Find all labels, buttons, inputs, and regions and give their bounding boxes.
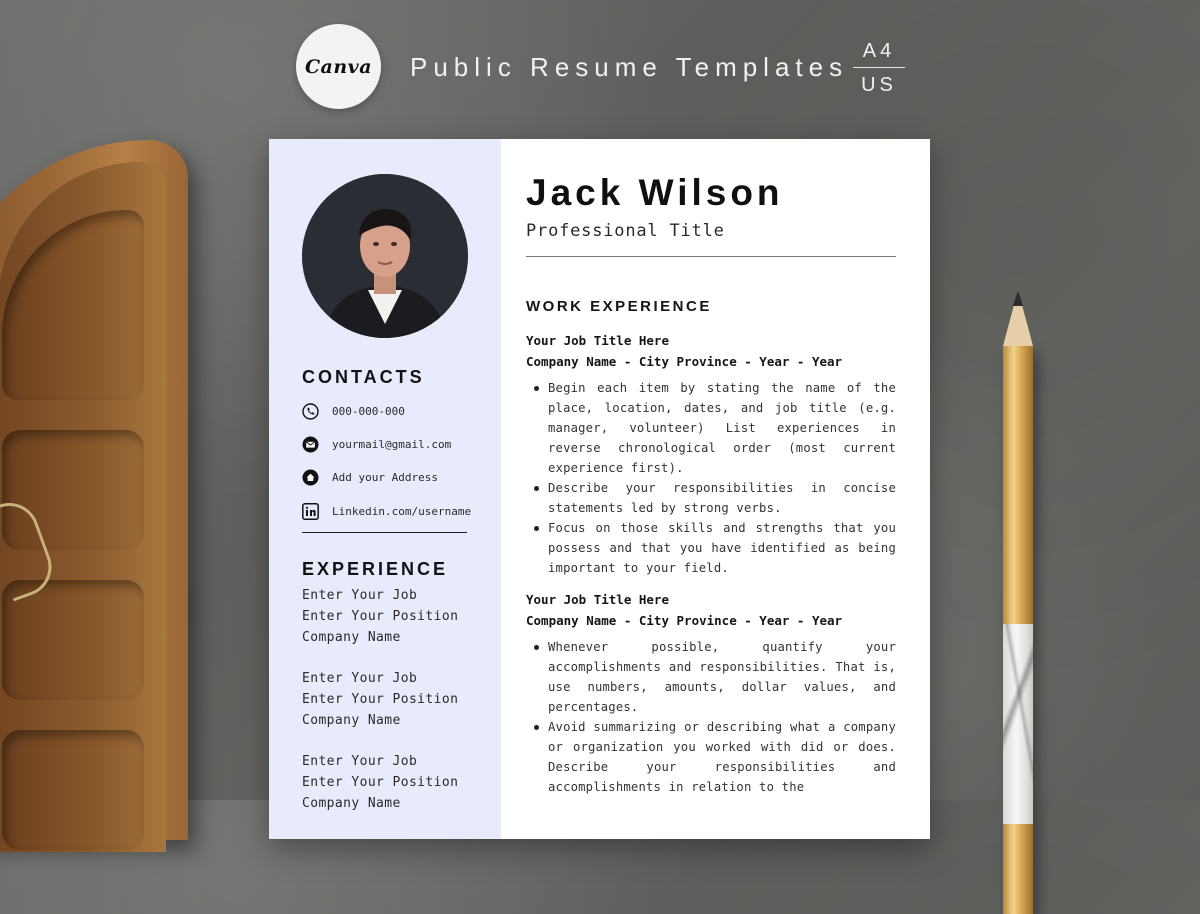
job-bullet — [526, 378, 896, 478]
home-icon — [302, 469, 319, 486]
title-divider — [526, 256, 896, 257]
sidebar-exp-job: Enter Your Job — [302, 588, 418, 603]
sidebar-experience-item — [302, 668, 458, 731]
profile-photo-illustration — [302, 174, 468, 338]
contact-phone-text: 000-000-000 — [332, 404, 405, 418]
tray-compartment — [2, 210, 144, 400]
phone-icon — [302, 403, 319, 420]
sidebar-experience-item — [302, 585, 458, 648]
work-experience-heading: WORK EXPERIENCE — [526, 298, 712, 315]
job-title: Your Job Title Here — [526, 592, 669, 607]
job-bullet — [526, 637, 896, 717]
sidebar-exp-job: Enter Your Job — [302, 754, 418, 769]
job-bullet-text: Avoid summarizing or describing what a company or organization you worked with did or does. Describe your responsibilities and accomplishments in relation to the — [548, 720, 896, 794]
sidebar-divider — [302, 532, 467, 533]
sidebar-exp-company: Company Name — [302, 796, 401, 811]
contact-email — [302, 435, 451, 453]
tray-compartment — [2, 730, 144, 850]
linkedin-icon — [302, 503, 319, 520]
contacts-heading: CONTACTS — [302, 367, 425, 387]
bullet-dot — [534, 486, 539, 491]
job-company-line: Company Name - City Province - Year - Year — [526, 613, 843, 628]
contact-email-text: yourmail@gmail.com — [332, 437, 452, 451]
sidebar-exp-job: Enter Your Job — [302, 671, 418, 686]
format-a4: A4 — [862, 40, 896, 62]
sidebar-experience-heading: EXPERIENCE — [302, 559, 449, 579]
job-entry — [526, 589, 896, 797]
job-bullet — [526, 478, 896, 518]
format-divider — [853, 67, 905, 68]
professional-title: Professional Title — [526, 221, 725, 241]
contact-address — [302, 468, 438, 486]
job-bullet-text: Describe your responsibilities in concise statements led by strong verbs. — [548, 481, 896, 515]
contact-linkedin-text: Linkedin.com/username — [332, 504, 472, 518]
canva-logo — [296, 24, 381, 109]
profile-photo — [302, 174, 468, 338]
email-icon — [302, 436, 319, 453]
job-title: Your Job Title Here — [526, 333, 669, 348]
job-bullet — [526, 518, 896, 578]
pencil-lead — [1013, 290, 1023, 306]
job-company-line: Company Name - City Province - Year - Year — [526, 354, 843, 369]
job-bullets — [526, 378, 896, 578]
cork-tray — [0, 140, 188, 840]
sidebar-exp-company: Company Name — [302, 630, 401, 645]
sidebar-exp-position: Enter Your Position — [302, 692, 459, 707]
sidebar-exp-company: Company Name — [302, 713, 401, 728]
contact-phone — [302, 402, 405, 420]
candidate-name: Jack Wilson — [526, 172, 784, 213]
contact-linkedin — [302, 502, 471, 520]
resume-sidebar — [269, 139, 501, 839]
job-bullet-text: Focus on those skills and strengths that you possess and that you have identified as being important to your field. — [548, 521, 896, 575]
job-bullet-text: Whenever possible, quantify your accomplishments and responsibilities. That is, use numbers, amounts, dollar values, and percentages. — [548, 640, 896, 714]
page-header-title: Public Resume Templates — [410, 52, 849, 82]
sidebar-experience-item — [302, 751, 458, 814]
job-entry — [526, 330, 896, 578]
job-bullet-text: Begin each item by stating the name of the place, location, dates, and job title (e.g. manager, volunteer) List experiences in reverse chronological order (most current experience first). — [548, 381, 896, 475]
job-bullets — [526, 637, 896, 797]
resume-main — [526, 139, 896, 839]
pencil — [1000, 290, 1036, 810]
format-us: US — [861, 74, 897, 96]
resume-sheet — [269, 139, 930, 839]
canva-logo-text: Canva — [304, 55, 373, 78]
sidebar-exp-position: Enter Your Position — [302, 775, 459, 790]
format-label — [853, 40, 905, 97]
bullet-dot — [534, 645, 539, 650]
job-bullet — [526, 717, 896, 797]
pencil-marble-section — [1003, 624, 1033, 824]
sidebar-exp-position: Enter Your Position — [302, 609, 459, 624]
bullet-dot — [534, 526, 539, 531]
contact-address-text: Add your Address — [332, 470, 438, 484]
bullet-dot — [534, 725, 539, 730]
bullet-dot — [534, 386, 539, 391]
